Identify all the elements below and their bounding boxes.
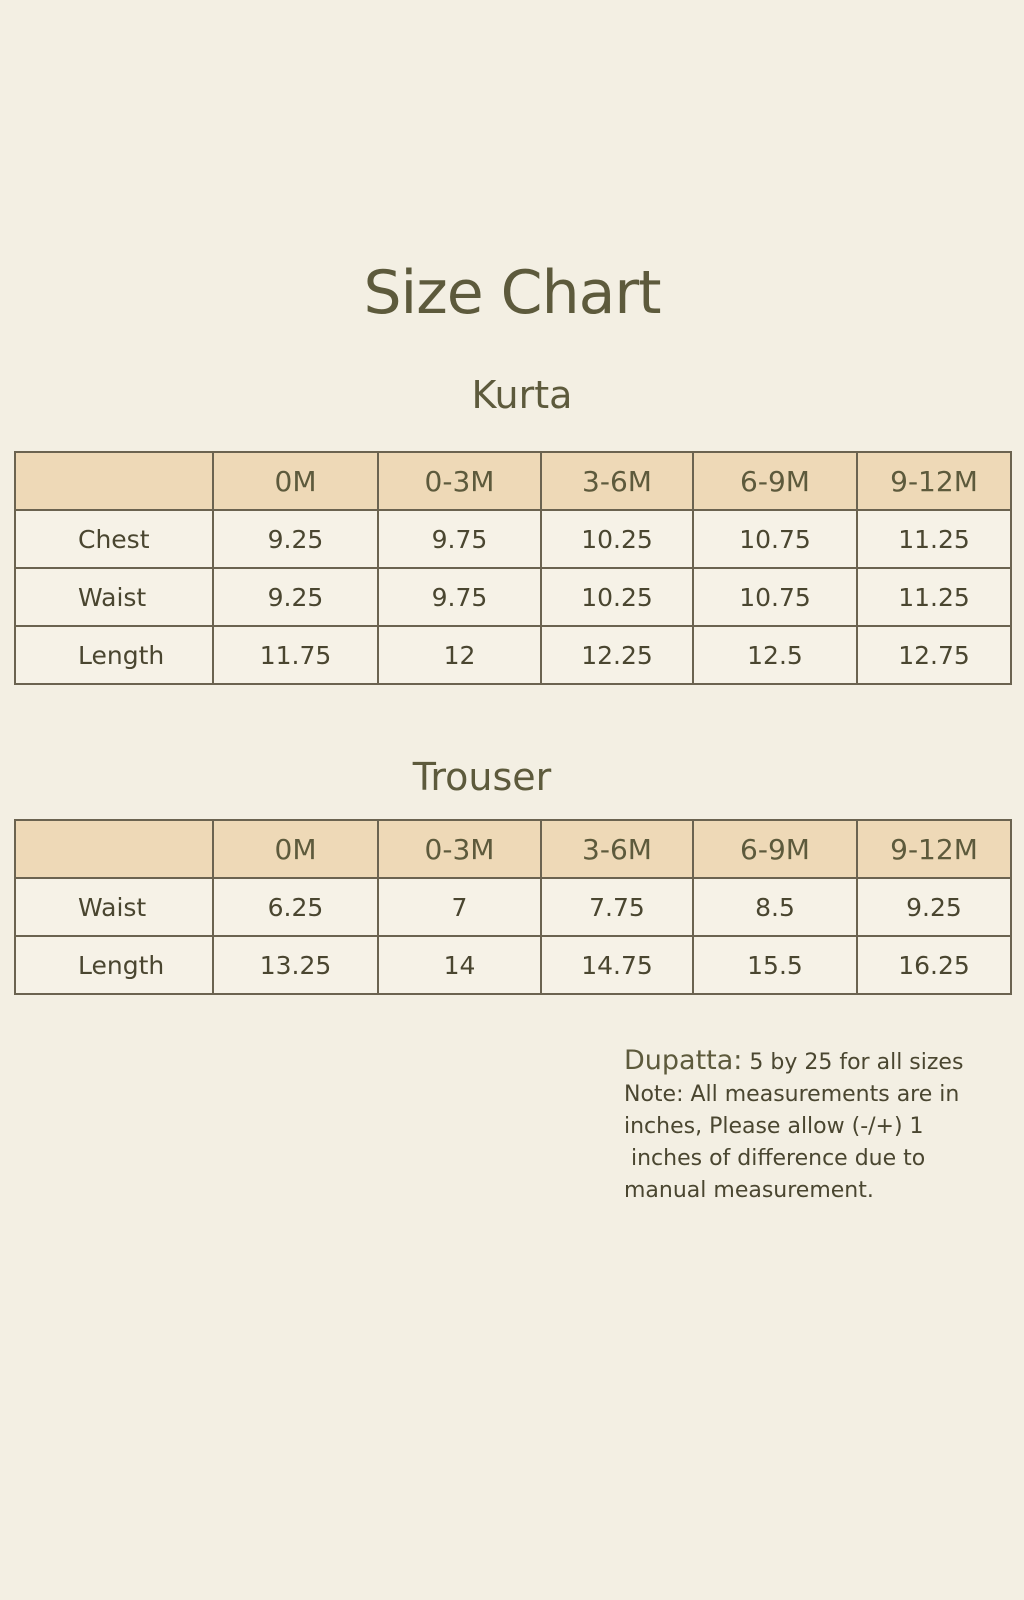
row-label: Length	[15, 626, 213, 684]
header-cell	[15, 820, 213, 878]
table-cell: 6.25	[213, 878, 378, 936]
table-cell: 12.5	[693, 626, 857, 684]
dupatta-line	[624, 1045, 984, 1079]
row-label: Waist	[15, 568, 213, 626]
note-line: inches, Please allow (-/+) 1	[624, 1114, 924, 1139]
table-cell: 12	[378, 626, 541, 684]
table-cell: 10.75	[693, 510, 857, 568]
table-cell: 8.5	[693, 878, 857, 936]
row-label: Waist	[15, 878, 213, 936]
note-line: Note: All measurements are in	[624, 1082, 960, 1107]
dupatta-value: 5 by 25 for all sizes	[742, 1050, 964, 1075]
table-cell: 14.75	[541, 936, 693, 994]
header-cell: 9-12M	[857, 820, 1011, 878]
dupatta-label: Dupatta:	[624, 1045, 743, 1076]
header-cell: 9-12M	[857, 452, 1011, 510]
header-cell: 3-6M	[541, 820, 693, 878]
table-row	[15, 510, 1011, 568]
header-cell: 0-3M	[378, 452, 541, 510]
table-cell: 7	[378, 878, 541, 936]
table-cell: 14	[378, 936, 541, 994]
kurta-section-title: Kurta	[471, 373, 573, 417]
table-row	[15, 568, 1011, 626]
row-label: Chest	[15, 510, 213, 568]
table-cell: 10.25	[541, 510, 693, 568]
kurta-size-table	[14, 451, 1012, 685]
table-cell: 10.25	[541, 568, 693, 626]
table-cell: 9.25	[213, 510, 378, 568]
table-cell: 9.25	[213, 568, 378, 626]
table-row	[15, 936, 1011, 994]
table-row	[15, 878, 1011, 936]
table-cell: 9.75	[378, 568, 541, 626]
table-row	[15, 626, 1011, 684]
table-cell: 11.25	[857, 568, 1011, 626]
header-cell: 0M	[213, 820, 378, 878]
trouser-size-table	[14, 819, 1012, 995]
table-cell: 11.75	[213, 626, 378, 684]
trouser-section-title: Trouser	[412, 755, 552, 799]
table-cell: 10.75	[693, 568, 857, 626]
table-cell: 16.25	[857, 936, 1011, 994]
header-cell: 0M	[213, 452, 378, 510]
table-cell: 15.5	[693, 936, 857, 994]
table-cell: 12.75	[857, 626, 1011, 684]
table-cell: 7.75	[541, 878, 693, 936]
table-cell: 12.25	[541, 626, 693, 684]
table-cell: 11.25	[857, 510, 1011, 568]
note-line: inches of difference due to	[624, 1146, 926, 1171]
header-cell: 0-3M	[378, 820, 541, 878]
row-label: Length	[15, 936, 213, 994]
header-cell	[15, 452, 213, 510]
measurement-notes	[624, 1045, 984, 1207]
header-cell: 6-9M	[693, 452, 857, 510]
header-cell: 6-9M	[693, 820, 857, 878]
page-title: Size Chart	[363, 258, 661, 328]
table-cell: 9.25	[857, 878, 1011, 936]
note-line: manual measurement.	[624, 1178, 874, 1203]
table-cell: 9.75	[378, 510, 541, 568]
table-cell: 13.25	[213, 936, 378, 994]
table-header-row	[15, 820, 1011, 878]
header-cell: 3-6M	[541, 452, 693, 510]
table-header-row	[15, 452, 1011, 510]
